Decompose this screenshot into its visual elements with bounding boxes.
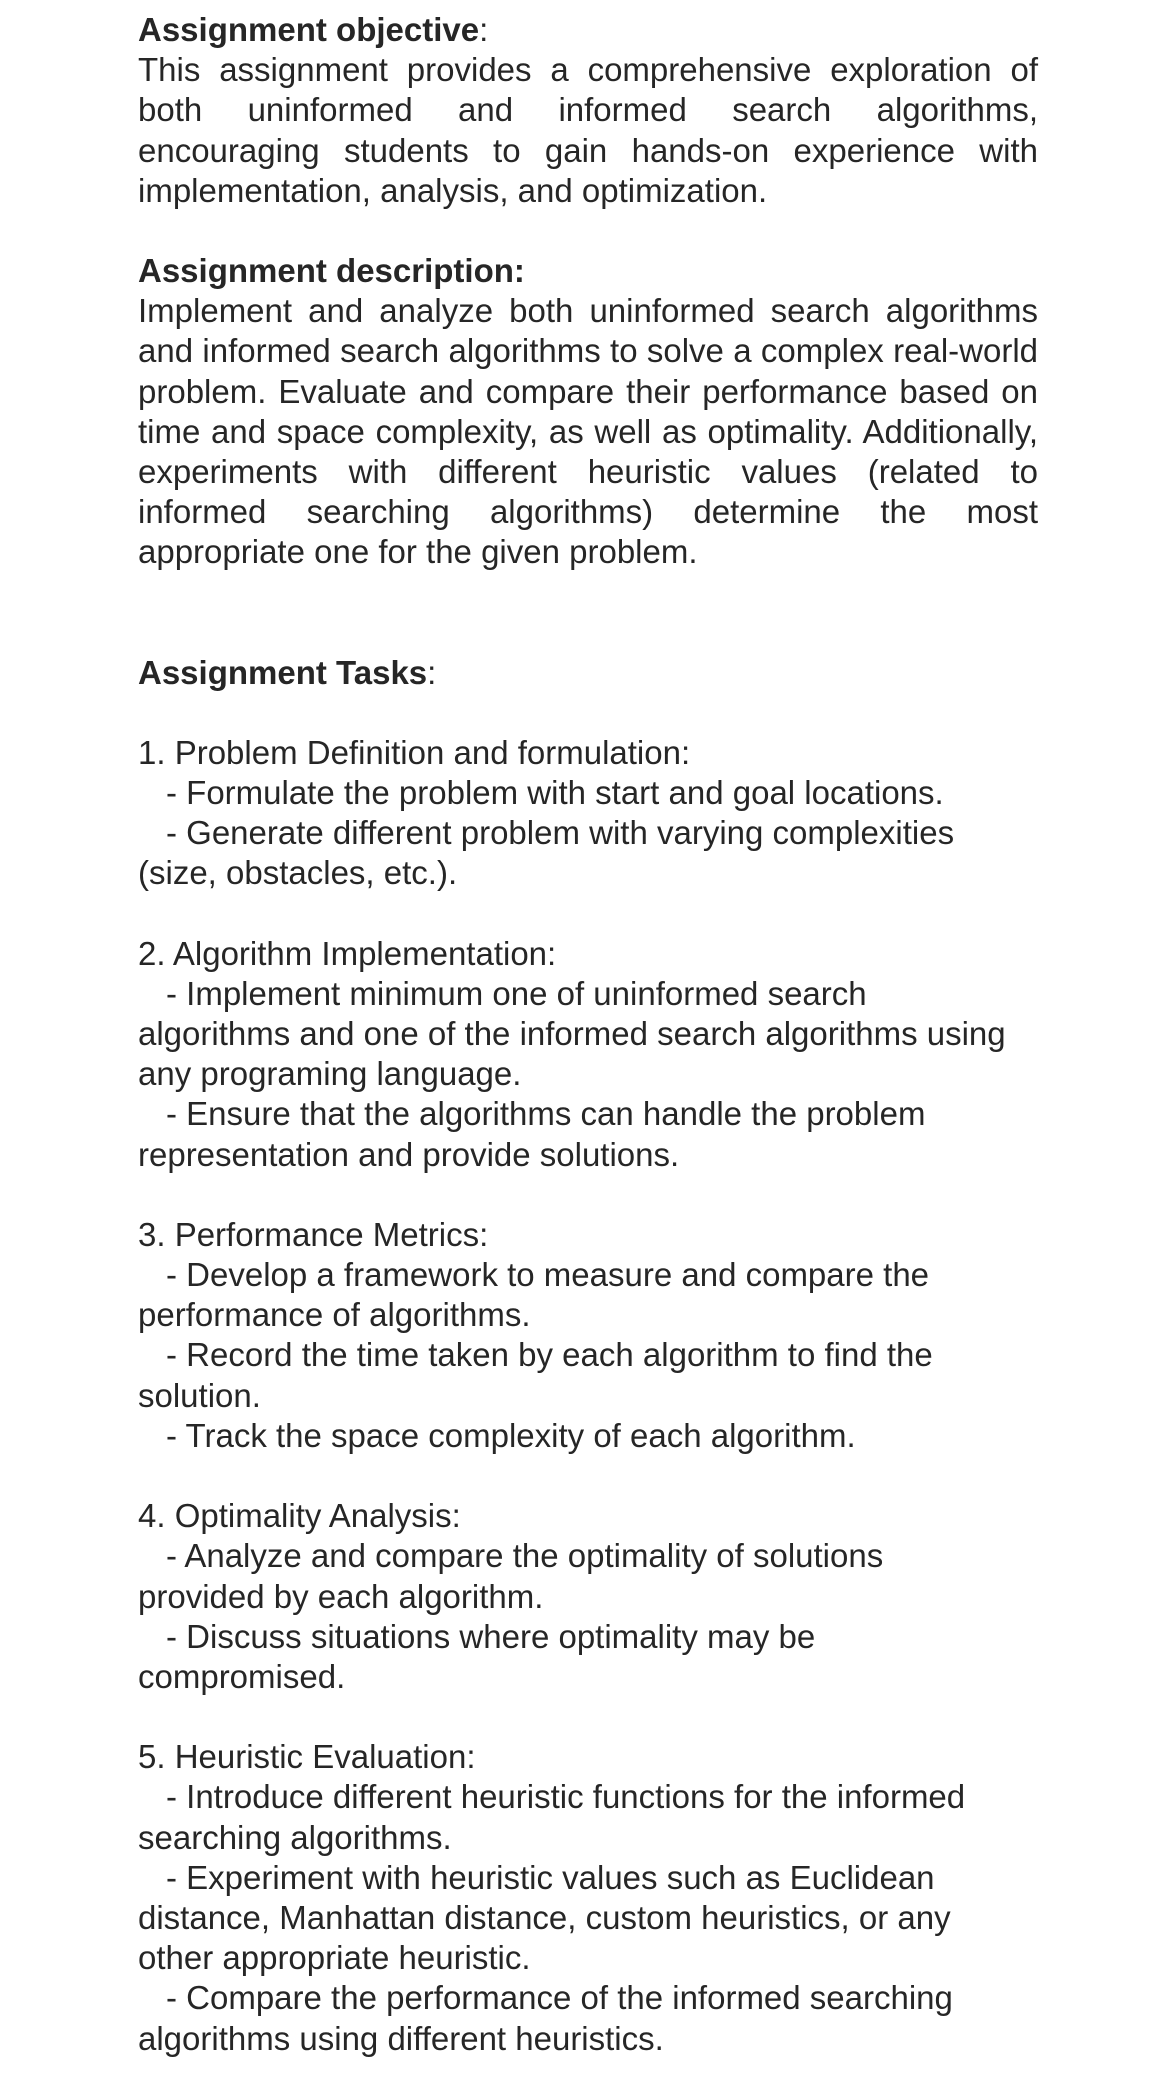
task-point: - Discuss situations where optimality may be compromised. xyxy=(138,1617,816,1695)
task-point: - Experiment with heuristic values such as Euclidean distance, Manhattan distance, custom heuristics, or any other appropriate heuristic. xyxy=(138,1858,951,1977)
task-3 xyxy=(138,1215,1018,1456)
task-point: - Formulate the problem with start and goal locations. xyxy=(166,774,944,812)
task-point: - Analyze and compare the optimality of solutions provided by each algorithm. xyxy=(138,1537,884,1615)
task-point: - Develop a framework to measure and compare the performance of algorithms. xyxy=(138,1256,930,1334)
task-point: - Ensure that the algorithms can handle the problem representation and provide solutions. xyxy=(138,1095,926,1173)
description-heading: Assignment description: xyxy=(138,252,525,290)
tasks-heading: Assignment Tasks xyxy=(138,653,428,691)
description-text: Implement and analyze both uninformed search algorithms and informed search algorithms to solve a complex real-world problem. Evaluate and compare their performance based on time and space complexity, as well as optimality. Additionally, experiments with different heuristic values (related to informed searching algorithms) determine the most appropriate one for the given problem. xyxy=(138,292,1038,571)
task-point: - Record the time taken by each algorithm to find the solution. xyxy=(138,1336,933,1414)
tasks-heading-line xyxy=(138,653,1038,693)
task-2 xyxy=(138,934,1018,1175)
task-title: 1. Problem Definition and formulation: xyxy=(138,733,691,771)
task-title: 3. Performance Metrics: xyxy=(138,1215,489,1253)
task-4 xyxy=(138,1496,1018,1697)
task-point: - Track the space complexity of each algorithm. xyxy=(166,1416,856,1454)
objective-text: This assignment provides a comprehensive exploration of both uninformed and informed search algorithms, encouraging students to gain hands-on experience with implementation, analysis, and optimization. xyxy=(138,51,1038,209)
task-title: 4. Optimality Analysis: xyxy=(138,1497,461,1535)
objective-section xyxy=(138,10,1038,211)
tasks-section xyxy=(138,653,1038,2059)
task-1 xyxy=(138,733,1018,894)
document-page xyxy=(138,10,1038,2099)
description-section xyxy=(138,251,1038,573)
task-point: - Compare the performance of the informed searching algorithms using different heuristics. xyxy=(138,1979,953,2057)
task-point: - Generate different problem with varying complexities (size, obstacles, etc.). xyxy=(138,814,955,892)
task-5 xyxy=(138,1737,1018,2059)
tasks-heading-colon: : xyxy=(427,653,437,691)
task-point: - Implement minimum one of uninformed search algorithms and one of the informed search algorithms using any programing language. xyxy=(138,974,1006,1093)
task-title: 2. Algorithm Implementation: xyxy=(138,934,557,972)
objective-heading-line xyxy=(138,10,1038,50)
objective-heading-colon: : xyxy=(479,11,489,48)
task-title: 5. Heuristic Evaluation: xyxy=(138,1738,476,1776)
objective-heading: Assignment objective xyxy=(138,11,480,48)
task-point: - Introduce different heuristic functions for the informed searching algorithms. xyxy=(138,1778,966,1856)
